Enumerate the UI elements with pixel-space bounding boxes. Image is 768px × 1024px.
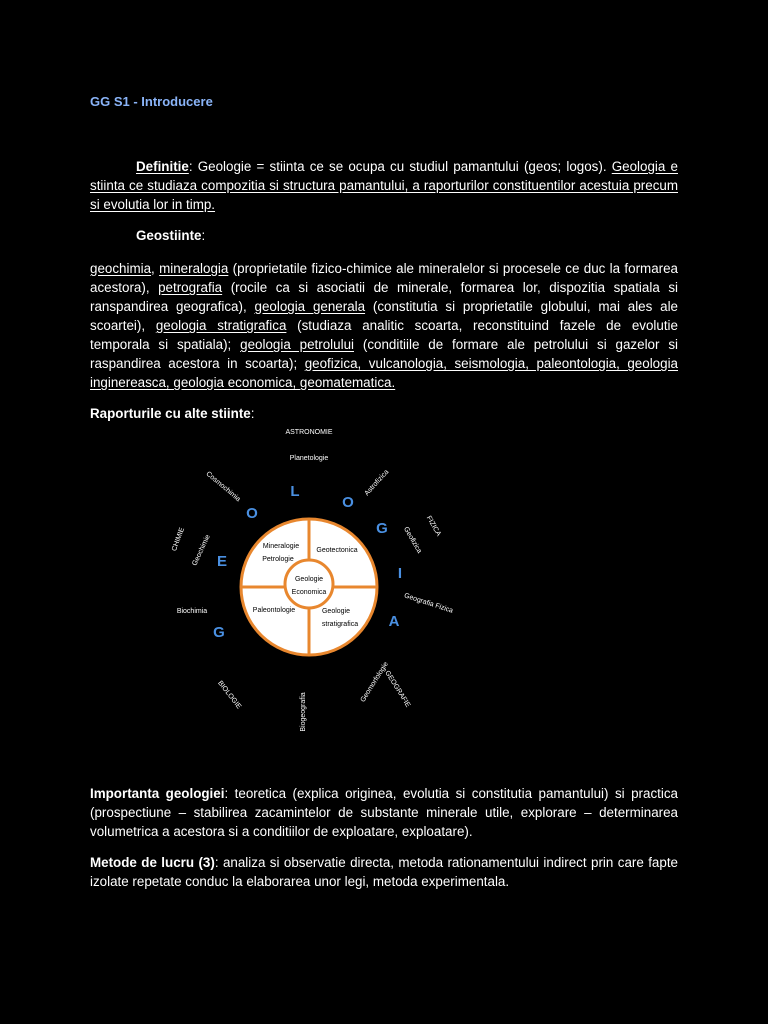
quadrant-geologie: Geologie (321, 608, 351, 615)
geologia-letter: I (397, 565, 403, 582)
geologia-letter: O (342, 494, 354, 511)
label-geografia-fizica: Geografia Fizica (403, 592, 454, 615)
importanta-label: Importanta geologiei (90, 786, 225, 801)
term-geologia-stratigrafica: geologia stratigrafica (155, 318, 287, 333)
definition-text: : Geologie = stiinta ce se ocupa cu studiul pamantului (geos; logos). (188, 159, 612, 174)
geostiinte-label: Geostiinte (136, 228, 202, 243)
geologia-letter: E (216, 553, 228, 570)
term-mineralogia: mineralogia (159, 261, 229, 276)
term-geochimia: geochimia (90, 261, 152, 276)
label-geofizica: Geofizica (401, 525, 423, 555)
page-title: GG S1 - Introducere (90, 94, 213, 109)
term-geologia-generala: geologia generala (254, 299, 366, 314)
quadrant-geotectonica: Geotectonica (316, 547, 358, 554)
importanta-text: : teoretica (explica originea, evolutia si constitutia pamantului) si practica (prospectiune – stabilirea zacamintelor de substante minerale utile, explorare – determinarea volumetrica a acestora si a conditiilor de exploatare, exploatare). (90, 786, 678, 839)
center-economica: Economica (291, 589, 327, 596)
separator: , (151, 261, 160, 276)
label-astronomie: ASTRONOMIE (285, 429, 333, 436)
term-petrografia: petrografia (158, 280, 223, 295)
definition-term: Definitie (136, 159, 189, 174)
geologia-letter: O (246, 505, 258, 522)
term-list-rest: geofizica, vulcanologia, seismologia, paleontologia, geologia inginereasca, geologia economica, geomatematica. (90, 356, 678, 390)
label-chimie: CHIMIE (171, 526, 187, 553)
quadrant-mineralogie: Mineralogie (262, 543, 300, 550)
definition-underlined-text: Geologia e stiinta ce studiaza compozitia si structura pamantului, a raporturilor constituentilor acestuia precum si evolutia lor in timp. (90, 159, 678, 212)
geologia-letter: A (388, 613, 400, 630)
quadrant-petrologie: Petrologie (262, 556, 294, 563)
label-geografie: GEOGRAFIE (383, 669, 412, 709)
geologia-generala-description: (constitutia si proprietatile globului, mai ales ale scoartei), (90, 299, 678, 333)
mineralogia-description: (proprietatile fizico-chimice ale mineralelor si procesele ce duc la formarea acestora), (90, 261, 678, 295)
geologie-relations-diagram (150, 420, 530, 750)
petrografia-description: (rocile ca si asociatii de minerale, formarea lor, dispozitia spatiala si ranspandirea geografica), (90, 280, 678, 314)
label-biochimia: Biochimia (176, 608, 208, 615)
geologia-petrolului-description: (conditiile de formare ale petrolului si gazelor si raspandirea acestora in scoarta); (90, 337, 678, 371)
raporturi-colon: : (250, 406, 255, 421)
metode-paragraph (90, 853, 678, 891)
geologia-letter: L (290, 483, 300, 500)
geostiinte-heading (90, 226, 678, 245)
geologia-letter: G (213, 624, 225, 641)
label-biologie: BIOLOGIE (216, 679, 243, 711)
quadrant-stratigrafica: stratigrafica (321, 621, 359, 628)
label-astrofizica: Astrofizica (363, 468, 391, 498)
label-fizica: FIZICA (424, 514, 442, 538)
metode-label: Metode de lucru (3) (90, 855, 215, 870)
geostiinte-colon: : (201, 228, 206, 243)
label-cosmochimia: Cosmochimia (204, 470, 242, 504)
term-geologia-petrolului: geologia petrolului (240, 337, 354, 352)
raporturi-label: Raporturile cu alte stiinte (90, 406, 251, 421)
quadrant-paleontologie: Paleontologie (252, 607, 296, 614)
center-geologie: Geologie (294, 576, 324, 583)
label-biogeografia: Biogeografia (300, 692, 307, 732)
label-geochimie: Geochimie (191, 533, 212, 568)
center-circle (285, 560, 333, 608)
geostiinte-paragraph (90, 259, 678, 392)
importanta-paragraph (90, 784, 678, 841)
definition-paragraph (90, 157, 678, 214)
geologia-stratigrafica-description: (studiaza analitic scoarta, reconstituind fazele de evolutie temporala si spatiala); (90, 318, 678, 352)
label-geomorfologie: Geomorfologie (359, 660, 390, 704)
metode-text: : analiza si observatie directa, metoda rationamentului indirect prin care fapte izolate repetate conduc la elaborarea unor legi, metoda experimentala. (90, 855, 678, 889)
geologia-letter: G (376, 520, 388, 537)
label-planetologie: Planetologie (289, 455, 329, 462)
